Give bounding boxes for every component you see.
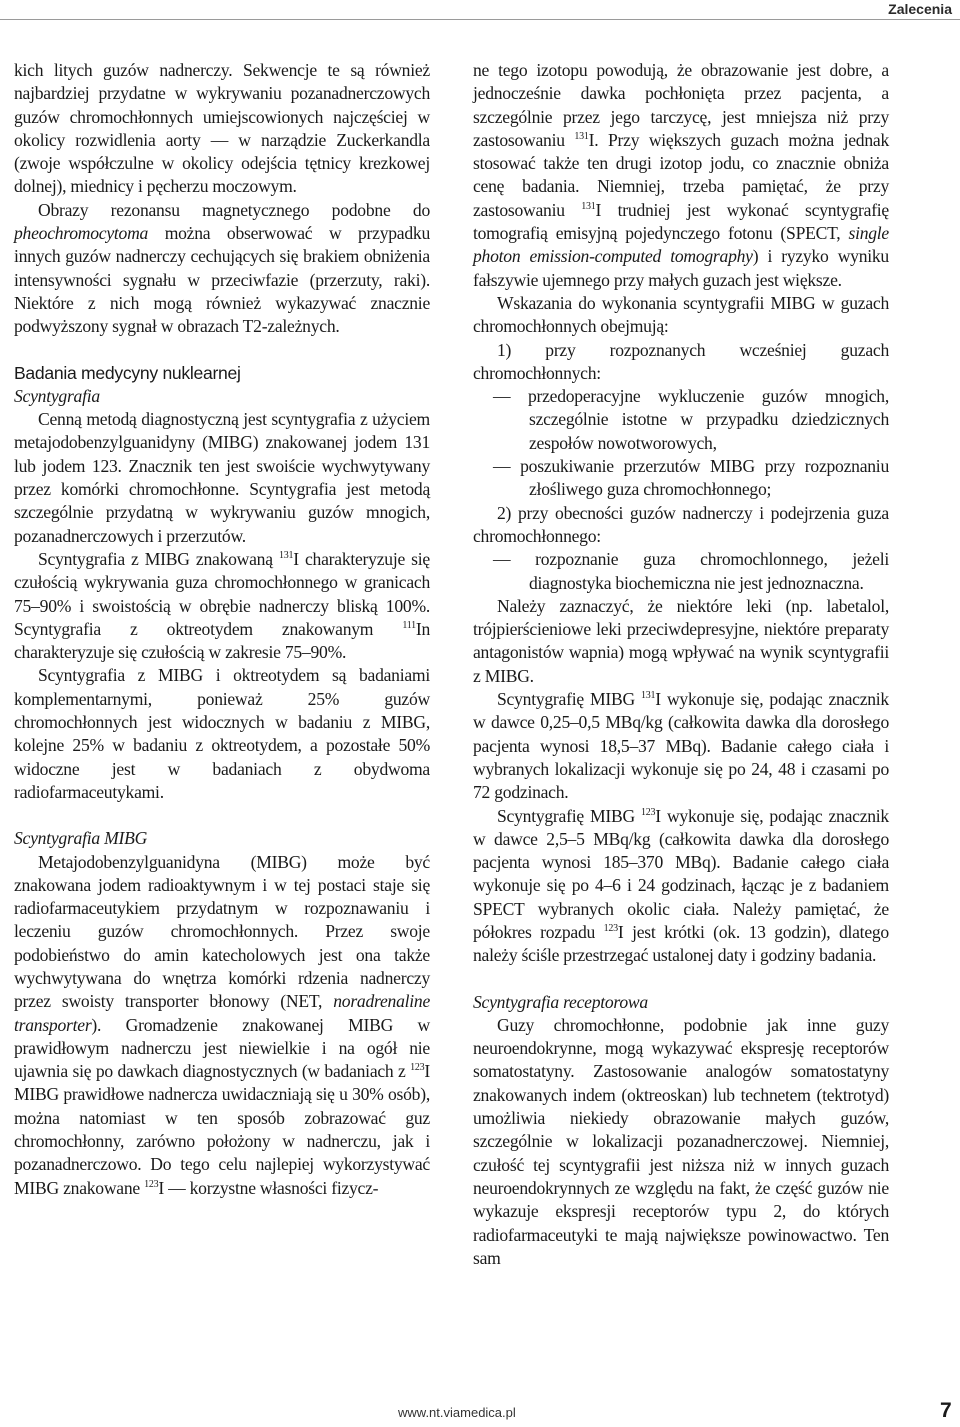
section-heading: Badania medycyny nuklearnej — [14, 362, 241, 383]
subheading: Scyntygrafia — [14, 385, 100, 406]
paragraph: Metajodobenzylguanidyna (MIBG) może być znakowana jodem radioaktywnym i w tej postaci staje się radiofarmaceutykiem przydatnym w rozpoznawaniu i leczeniu guzów chromochłonnych. Przez swoje podobieństwo do amin katecholowych jest ona także wychwytywana do wnętrza komórki rdzenia nadnerczy przez swoisty transporter błonowy (NET, noradrenaline transporter). Gromadzenie znakowanej MIBG w prawidłowym nadnerczu jest niewielkie i na ogół nie ujawnia się po dawkach diagnostycznych (w badaniach z $^{123}$I MIBG prawidłowe nadnercza uwidaczniają się u 30% osób), można natomiast w ten sposób zobrazować guz chromochłonny, zarówno położony w nadnerczu, jak i pozanadnerczowo. Do tego celu najlepiej wykorzystywać MIBG znakowane $^{123}$I — korzystne własności fizycz- — [14, 851, 430, 1198]
paragraph: Guzy chromochłonne, podobnie jak inne guzy neuroendokrynne, mogą wykazywać ekspresję receptorów somatostatyny. Zastosowanie analogów somatostatyny znakowanych indem (oktreoskan) lub technetem (tektrotyd) umożliwia niekiedy obrazowanie małych guzów, szczególnie w lokalizacji pozanadnerczowej. Niemniej, czułość tej scyntygrafii jest niższa niż w innych guzach neuroendokrynnych ze względu na fakt, że część guzów nie wykazuje ekspresji receptorów typu 2, do których radiofarmaceutyki te mają największe powinowactwo. Ten sam — [473, 1014, 889, 1268]
paragraph: Scyntygrafię MIBG $^{123}$I wykonuje się, podając znacznik w dawce 2,5–5 MBq/kg (całkowita dawka dla dorosłego pacjenta wynosi 185–370 MBq). Badanie całego ciała wykonuje się po 4–6 i 24 godzinach, łącząc je z badaniem SPECT wybranych okolic ciała. Należy pamiętać, że półokres rozpadu $^{123}$I jest krótki (ok. 13 godzin), dlatego należy ściśle przestrzegać ustalonej daty i godziny badania. — [473, 805, 889, 966]
footer-url[interactable]: www.nt.viamedica.pl — [398, 1405, 516, 1420]
paragraph: Scyntygrafię MIBG $^{131}$I wykonuje się, podając znacznik w dawce 0,25–0,5 MBq/kg (całkowita dawka dla dorosłego pacjenta wynosi 18,5–37 MBq). Badanie całego ciała i wybranych lokalizacji wykonuje się po 24, 48 i czasami po 72 godzinach. — [473, 689, 889, 803]
paragraph: Cenną metodą diagnostyczną jest scyntygrafia z użyciem metajodobenzylguanidyny (MIBG) znakowanej jodem 131 lub jodem 123. Znacznik ten jest swoiście wychwytywany przez komórki chromochłonne. Scyntygrafia jest metodą szczególnie przydatną w wykrywaniu guzów mnogich, pozanadnerczowych i przerzutów. — [14, 409, 430, 546]
page-number: 7 — [940, 1399, 952, 1422]
section-label: Zalecenia — [888, 1, 952, 17]
paragraph: Scyntygrafia z MIBG i oktreotydem są badaniami komplementarnymi, ponieważ 25% guzów chromochłonnych jest widocznych w badaniu z MIBG, kolejne 25% w badaniu z oktreotydem, a pozostałe 50% widoczne jest w badaniach z obydwoma radiofarmaceutykami. — [14, 665, 430, 802]
running-header-bar — [0, 0, 960, 20]
paragraph: Obrazy rezonansu magnetycznego podobne do pheochromocytoma można obserwować w przypadku innych guzów nadnerczy cechujących się brakiem obniżenia intensywności sygnału w przeciwfazie (przerzuty, raki). Niektóre z nich mogą również wykazywać znacznie podwyższony sygnał w obrazach T2-zależnych. — [14, 199, 430, 337]
paragraph: kich litych guzów nadnerczy. Sekwencje te są również najbardziej przydatne w wykrywaniu pozanadnerczowych guzów chromochłonnych umiejscowionych najczęściej w okolicy rozwidlenia aorty — w narządzie Zuckerkandla (zwoje współczulne w okolicy odejścia tętnicy krezkowej dolnej), miednicy i pęcherzu moczowym. — [14, 60, 430, 197]
left-column — [14, 59, 430, 1200]
subheading: Scyntygrafia receptorowa — [473, 991, 648, 1012]
dash-list-item: — poszukiwanie przerzutów MIBG przy rozpoznaniu złośliwego guza chromochłonnego; — [493, 456, 889, 500]
subheading: Scyntygrafia MIBG — [14, 828, 148, 849]
paragraph: Scyntygrafia z MIBG znakowaną $^{131}$I charakteryzuje się czułością wykrywania guza chromochłonnego w granicach 75–90% i swoistością w obrębie nadnerczy bliską 100%. Scyntygrafia z oktreotydem znakowanym $^{111}$In charakteryzuje się czułością w zakresie 75–90%. — [14, 548, 430, 663]
paragraph: Należy zaznaczyć, że niektóre leki (np. labetalol, trójpierścieniowe leki przeciwdepresyjne, niektóre preparaty antagonistów wapnia) mogą wpływać na wynik scyntygrafii z MIBG. — [473, 595, 889, 686]
dash-list-item: — przedoperacyjne wykluczenie guzów mnogich, szczególnie istotne w przypadku dziedzicznych zespołów nowotworowych, — [493, 386, 889, 453]
list-item: 2) przy obecności guzów nadnerczy i podejrzenia guza chromochłonnego: — [473, 502, 889, 546]
list-item: 1) przy rozpoznanych wcześniej guzach chromochłonnych: — [473, 339, 889, 383]
paragraph: ne tego izotopu powodują, że obrazowanie jest dobre, a jednocześnie dawka pochłonięta przez pacjenta, a szczególnie przez jego tarczycę, jest mniejsza niż przy zastosowaniu $^{131}$I. Przy większych guzach można jednak stosować także ten drugi izotop jodu, co znacznie obniża cenę badania. Niemniej, trzeba pamiętać, że przy zastosowaniu $^{131}$I trudniej jest wykonać scyntygrafię tomografią emisyjną pojedynczego fotonu (SPECT, single photon emission-computed tomography) i ryzyko wyniku fałszywie ujemnego przy małych guzach jest większe. — [473, 60, 889, 290]
paragraph: Wskazania do wykonania scyntygrafii MIBG w guzach chromochłonnych obejmują: — [473, 292, 889, 337]
dash-list-item: — rozpoznanie guza chromochlonnego, jeżeli diagnostyka biochemiczna nie jest jednoznaczna. — [493, 549, 889, 593]
right-column — [473, 59, 889, 1270]
